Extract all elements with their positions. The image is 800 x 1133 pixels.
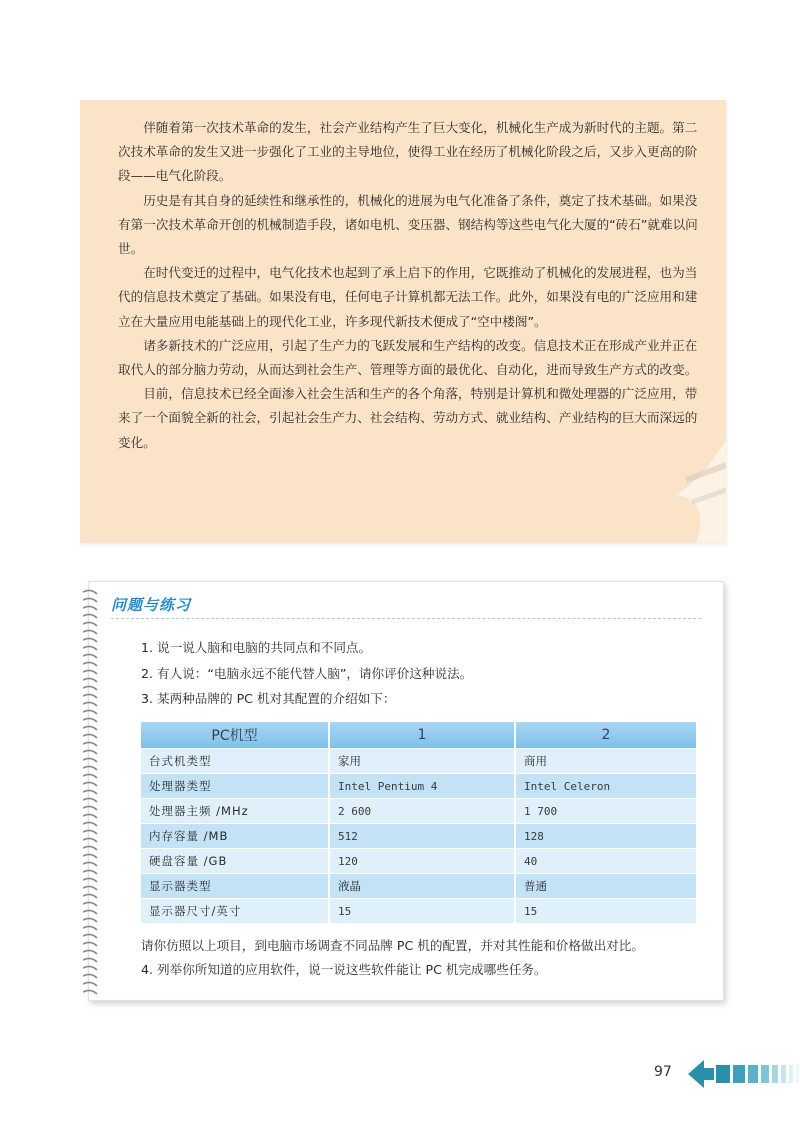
question-text: 列举你所知道的应用软件，说一说这些软件能让 PC 机完成哪些任务。	[157, 962, 547, 977]
question-text: 某两种品牌的 PC 机对其配置的介绍如下：	[157, 691, 396, 706]
question-number: 1.	[141, 640, 154, 655]
row-value: 1 700	[515, 799, 697, 824]
title-divider	[111, 618, 701, 619]
question-text: 有人说：“电脑永远不能代替人脑”，请你评价这种说法。	[157, 666, 473, 681]
spiral-binding-decoration	[81, 588, 99, 996]
page-curl-decoration	[656, 440, 726, 543]
row-value: 512	[329, 824, 515, 849]
table-header-cell: PC机型	[141, 722, 329, 749]
row-value: 128	[515, 824, 697, 849]
row-label: 内存容量 /MB	[141, 824, 329, 849]
question-number: 3.	[141, 691, 154, 706]
table-row	[141, 824, 697, 849]
row-label: 显示器类型	[141, 874, 329, 899]
after-table-instruction: 请你仿照以上项目，到电脑市场调查不同品牌 PC 机的配置，并对其性能和价格做出对比。	[141, 938, 644, 953]
question-text: 说一说人脑和电脑的共同点和不同点。	[157, 640, 372, 655]
exercise-card	[88, 581, 724, 1001]
row-value: 液晶	[329, 874, 515, 899]
table-row	[141, 874, 697, 899]
table-header-cell: 1	[329, 722, 515, 749]
row-value: 120	[329, 849, 515, 874]
row-label: 硬盘容量 /GB	[141, 849, 329, 874]
note-panel	[80, 100, 726, 543]
row-label: 显示器尺寸/英寸	[141, 899, 329, 924]
table-row	[141, 749, 697, 774]
row-value: 40	[515, 849, 697, 874]
table-row	[141, 849, 697, 874]
note-paragraph: 伴随着第一次技术革命的发生，社会产业结构产生了巨大变化，机械化生产成为新时代的主题。第二次技术革命的发生又进一步强化了工业的主导地位，使得工业在经历了机械化阶段之后，又步入更高的阶段——电气化阶段。	[118, 120, 698, 184]
question-3	[141, 689, 396, 709]
table-header-cell: 2	[515, 722, 697, 749]
question-1	[141, 638, 371, 658]
note-paragraph: 历史是有其自身的延续性和继承性的，机械化的进展为电气化准备了条件，奠定了技术基础。如果没有第一次技术革命开创的机械制造手段，诸如电机、变压器、钢结构等这些电气化大厦的“砖石”就难以问世。	[118, 192, 698, 257]
note-paragraph: 目前，信息技术已经全面渗入社会生活和生产的各个角落，特别是计算机和微处理器的广泛应用，带来了一个面貌全新的社会，引起社会生产力、社会结构、劳动方式、就业结构、产业结构的巨大而深远的变化。	[118, 386, 698, 450]
note-text	[118, 116, 704, 455]
question-4	[141, 960, 547, 980]
row-value: 商用	[515, 749, 697, 774]
page-number: 97	[654, 1064, 672, 1080]
question-2	[141, 664, 472, 684]
row-value: 2 600	[329, 799, 515, 824]
row-value: 15	[515, 899, 697, 924]
note-paragraph: 诸多新技术的广泛应用，引起了生产力的飞跃发展和生产结构的改变。信息技术正在形成产业并正在取代人的部分脑力劳动，从而达到社会生产、管理等方面的最优化、自动化，进而导致生产方式的改变。	[118, 337, 698, 378]
table-header-row	[141, 722, 697, 749]
table-row	[141, 799, 697, 824]
row-label: 处理器类型	[141, 774, 329, 799]
row-value: Intel Celeron	[515, 774, 697, 799]
exercise-title: 问题与练习	[111, 596, 192, 614]
pc-spec-table	[141, 722, 698, 923]
row-value: 普通	[515, 874, 697, 899]
row-value: 15	[329, 899, 515, 924]
question-number: 2.	[141, 666, 154, 681]
row-label: 台式机类型	[141, 749, 329, 774]
table-row	[141, 899, 697, 924]
row-value: 家用	[329, 749, 515, 774]
note-paragraph: 在时代变迁的过程中，电气化技术也起到了承上启下的作用，它既推动了机械化的发展进程，也为当代的信息技术奠定了基础。如果没有电，任何电子计算机都无法工作。此外，如果没有电的广泛应用和建立在大量应用电能基础上的现代化工业，许多现代新技术便成了“空中楼阁”。	[118, 265, 698, 329]
row-label: 处理器主频 /MHz	[141, 799, 329, 824]
left-arrow-icon	[688, 1057, 800, 1091]
row-value: Intel Pentium 4	[329, 774, 515, 799]
table-row	[141, 774, 697, 799]
question-number: 4.	[141, 962, 154, 977]
